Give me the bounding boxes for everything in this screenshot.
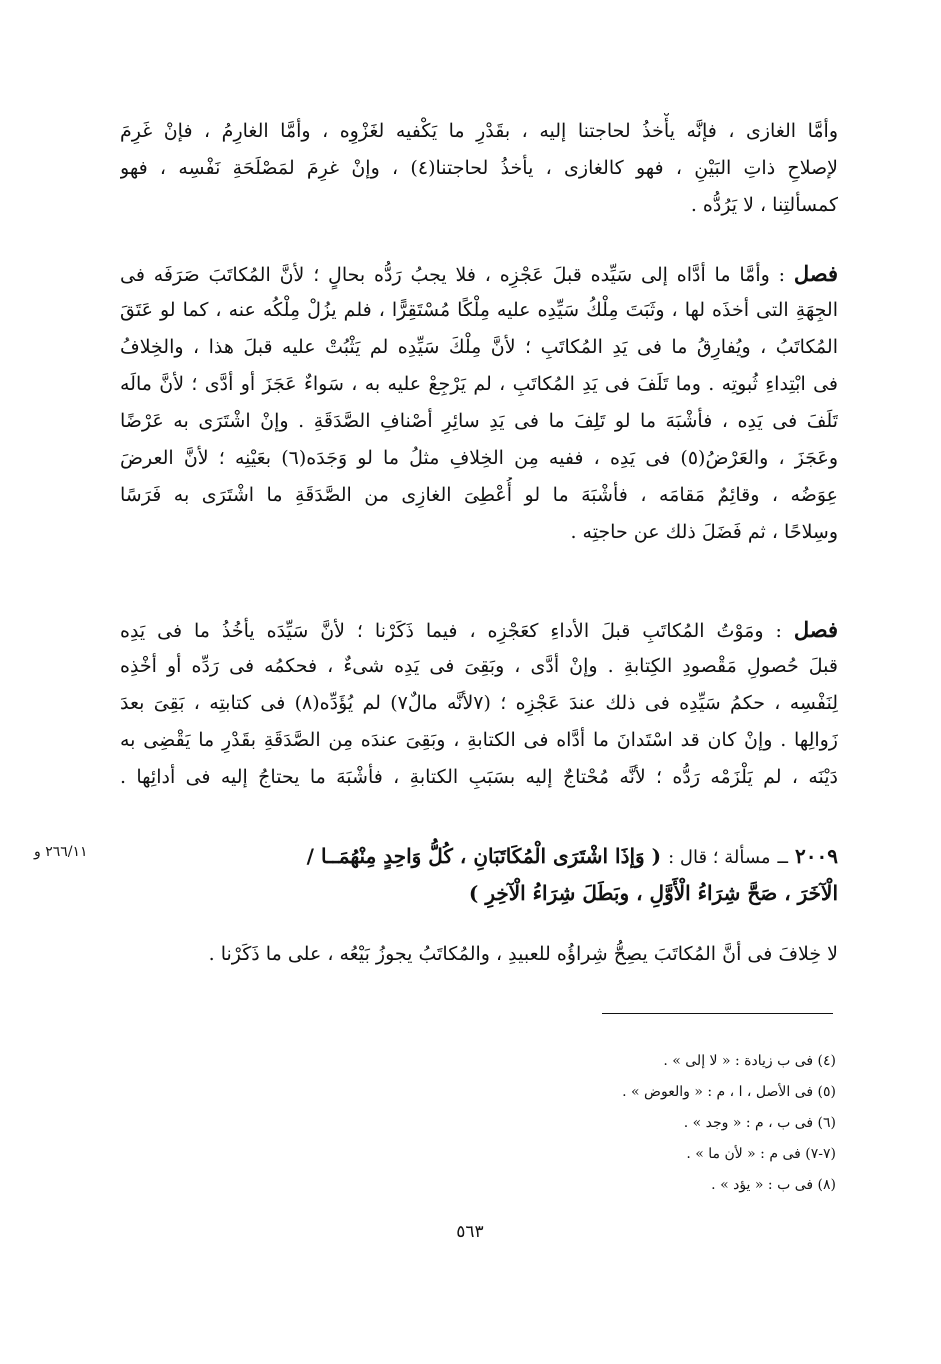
massala-dash: ــ	[777, 847, 789, 868]
footnote: (٨) فى ب : « يؤد » .	[711, 1177, 836, 1193]
massala-line-1	[120, 838, 838, 875]
text-line: المُكاتَبُ ، ويُفارِقُ ما فى يَدِ المُكاتَبِ ؛ لأنَّ مِلْكَ سَيِّدِه لم يَثْبُتْ عليه قبلَ هذا ، والخِلافُ	[120, 336, 838, 358]
text-line: قبلَ حُصولِ مَقْصودِ الكِتابةِ . وإنْ أدَّى ، وبَقِىَ فى يَدِه شىءٌ ، فحكمُه فى رَدِّه أو أخْذِه	[120, 655, 838, 677]
text-line: زَوالِها . وإنْ كان قد اسْتَدانَ ما أدَّاه فى الكتابةِ ، وبَقِىَ عندَه مِن الصَّدَقَةِ بقَدْرِ ما يَقْضِى به	[120, 729, 838, 751]
section-heading: فصل	[793, 617, 838, 642]
massala-number: ٢٠٠٩	[795, 844, 838, 868]
text-line	[120, 611, 838, 648]
text-line: دَيْنَه ، لم يَلْزَمْه رَدُّه ؛ لأنَّه مُحْتاجٌ إليه بسَبَبِ الكتابةِ ، فأشْبَهَ ما يحتاجُ إليه فى أدائِها .	[120, 766, 838, 788]
footnote: (٧-٧) فى م : « لأن ما » .	[686, 1146, 836, 1162]
section-heading: فصل	[793, 261, 838, 286]
section-fasl-1	[120, 255, 838, 551]
section-first-line: : ومَوْتُ المُكاتَبِ قبلَ الأداءِ كعَجْزِه ، فيما ذَكَرْنا ؛ لأنَّ سَيِّدَه يأخُذُ ما فى يَدِه	[120, 620, 782, 642]
paragraph-1	[120, 113, 838, 224]
section-first-line: : وأمَّا ما أدَّاه إلى سَيِّده قبلَ عَجْزِه ، فلا يجبُ رَدُّه بحالٍ ؛ لأنَّ المُكاتَبَ صَرَفَه فى	[120, 264, 786, 286]
footnote: (٤) فى ب زيادة : « لا إلى » .	[663, 1053, 836, 1069]
massala-heading	[120, 838, 838, 912]
footnote: (٦) فى ب ، م : « وجد » .	[683, 1115, 836, 1131]
text-line	[120, 255, 838, 292]
text-line: الجِهَةِ التى أخذَه لها ، وثَبَتَ مِلْكُ سَيِّدِه عليه مِلْكًا مُسْتَقِرًّا ، فلم يزُلْ مِلْكُه عنه ، كما لو عَتَقَ	[120, 299, 838, 321]
massala-line-2: الْآخَرَ ، صَحَّ شِرَاءُ الْأَوَّلِ ، وبَطَلَ شِرَاءُ الْآخِرِ )	[468, 881, 838, 905]
text-line: لا خِلافَ فى أنَّ المُكاتَبَ يصِحُّ شِراؤُه للعبيدِ ، والمُكاتَبُ يجوزُ بَيْعُه ، على ما ذَكَرْنا .	[208, 943, 838, 965]
text-line: وأمَّا الغازى ، فإنَّه يأْخذُ لحاجتنا إليه ، بقَدْرِ ما يَكْفيه لغَزْوِه ، وأمَّا الغارِمُ ، فإنْ غَرِمَ	[120, 120, 838, 142]
section-fasl-2	[120, 611, 838, 796]
footnotes	[560, 1046, 836, 1201]
massala-label: مسألة ؛ قال :	[668, 847, 771, 868]
page-number: ٥٦٣	[456, 1222, 484, 1242]
text-line: لإصلاحِ ذاتِ البَيْنِ ، فهو كالغازى ، يأخذُ لحاجتنا(٤) ، وإنْ غرِمَ لمَصْلَحَةِ نَفْسِه ، فهو	[120, 157, 838, 179]
text-line: فى ابْتِداءِ ثُبوتِه . وما تَلَفَ فى يَدِ المُكاتَبِ ، لم يَرْجِعْ عليه به ، سَواءٌ عَجَزَ أو أدَّى ؛ لأنَّ مالَه	[120, 373, 838, 395]
massala-text: ( وَإذَا اشْتَرَى الْمُكَاتَبَانِ ، كُلُّ وَاحِدٍ مِنْهُمَــا /	[306, 844, 662, 868]
text-line: كمسألتِنا ، لا يَرُدُّه .	[690, 194, 838, 216]
text-line: وسِلاحًا ، ثم فَضَلَ ذلك عن حاجتِه .	[570, 521, 838, 543]
footnote: (٥) فى الأصل ، ا ، م : « والعوض » .	[622, 1084, 836, 1100]
footnote-divider	[602, 1013, 833, 1014]
text-line: عِوَضُه ، وقائِمٌ مَقامَه ، فأشْبَهَ ما لو أُعْطِىَ الغازِى من الصَّدَقَةِ ما اشْتَرَى به فَرَسًا	[120, 484, 838, 506]
margin-manuscript-ref: ٢٦٦/١١ و	[34, 844, 88, 860]
paragraph-4	[120, 936, 838, 973]
text-line: لِنَفْسِه ، حكمُ سَيِّدِه فى ذلك عندَ عَجْزِه ؛ (٧لأنَّه مالٌ٧) لم يُؤَدِّه(٨) فى كتابتِه ، بَقِىَ بعدَ	[120, 692, 838, 714]
text-line: وعَجَزَ ، والعَرْضُ(٥) فى يَدِه ، ففيه مِن الخِلافِ مثلُ ما لو وَجَدَه(٦) بعَيْنِه ؛ لأنَّ العرضَ	[120, 447, 838, 469]
text-line: تَلَفَ فى يَدِه ، فأشْبَهَ ما لو تَلِفَ ما فى يَدِ سائِرِ أصْنافِ الصَّدَقَةِ . وإنْ اشْتَرَى به عَرْضًا	[120, 410, 838, 432]
